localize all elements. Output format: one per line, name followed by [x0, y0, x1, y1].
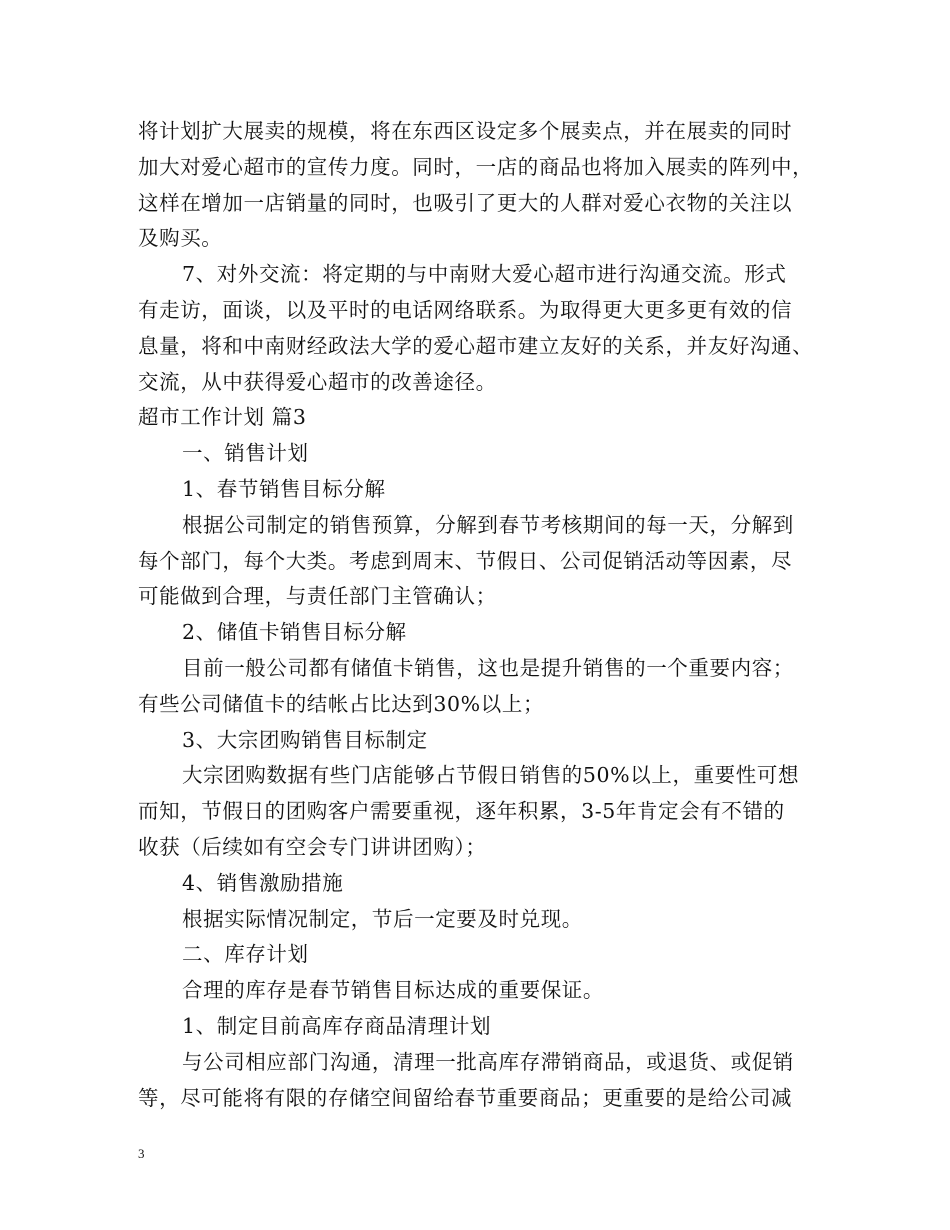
text-line: 合理的库存是春节销售目标达成的重要保证。 — [182, 978, 604, 1003]
text-line: 目前一般公司都有储值卡销售，这也是提升销售的一个重要内容； — [182, 655, 794, 680]
document-body — [138, 114, 818, 1116]
text-line: 4、销售激励措施 — [182, 870, 344, 895]
text-line: 与公司相应部门沟通，清理一批高库存滞销商品，或退货、或促销 — [182, 1049, 794, 1074]
text-line: 等，尽可能将有限的存储空间留给春节重要商品；更重要的是给公司减 — [138, 1085, 793, 1110]
text-line: 及购买。 — [138, 226, 223, 251]
text-line: 根据公司制定的销售预算，分解到春节考核期间的每一天，分解到 — [182, 512, 794, 537]
text-line: 可能做到合理，与责任部门主管确认； — [138, 584, 497, 609]
text-line: 1、制定目前高库存商品清理计划 — [182, 1013, 492, 1038]
text-line: 二、库存计划 — [182, 942, 309, 967]
text-line: 根据实际情况制定，节后一定要及时兑现。 — [182, 906, 583, 931]
text-line: 有走访，面谈，以及平时的电话网络联系。为取得更大更多更有效的信 — [138, 297, 793, 322]
text-line: 而知，节假日的团购客户需要重视，逐年积累，3-5年肯定会有不错的 — [138, 799, 785, 824]
text-line: 这样在增加一店销量的同时，也吸引了更大的人群对爱心衣物的关注以 — [138, 190, 793, 215]
text-line: 大宗团购数据有些门店能够占节假日销售的50%以上，重要性可想 — [182, 763, 800, 788]
text-line: 加大对爱心超市的宣传力度。同时，一店的商品也将加入展卖的阵列中， — [138, 154, 814, 179]
text-line: 1、春节销售目标分解 — [182, 476, 386, 501]
text-line: 收获（后续如有空会专门讲讲团购）； — [138, 834, 487, 859]
text-line: 一、销售计划 — [182, 441, 309, 466]
text-line: 3、大宗团购销售目标制定 — [182, 727, 428, 752]
page-number: 3 — [138, 1146, 145, 1161]
text-line: 将计划扩大展卖的规模，将在东西区设定多个展卖点，并在展卖的同时 — [138, 119, 793, 143]
text-line: 息量，将和中南财经政法大学的爱心超市建立友好的关系，并友好沟通、 — [138, 333, 814, 358]
text-line: 2、储值卡销售目标分解 — [182, 620, 407, 645]
text-line: 7、对外交流：将定期的与中南财大爱心超市进行沟通交流。形式 — [182, 262, 787, 287]
text-line: 超市工作计划 篇3 — [138, 405, 307, 430]
text-line: 有些公司储值卡的结帐占比达到30%以上； — [138, 691, 545, 716]
text-line: 每个部门，每个大类。考虑到周末、节假日、公司促销活动等因素，尽 — [138, 548, 793, 573]
text-line: 交流，从中获得爱心超市的改善途径。 — [138, 369, 497, 394]
